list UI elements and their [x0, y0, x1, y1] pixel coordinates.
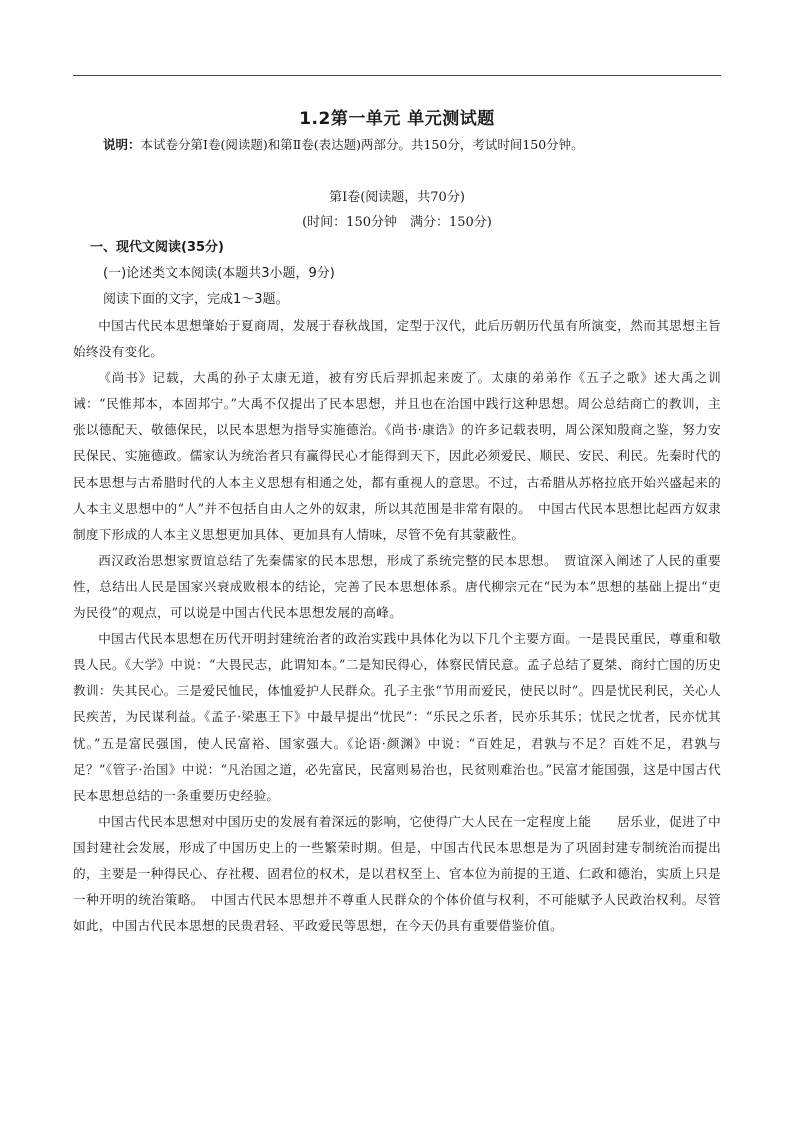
- header-rule: [73, 75, 721, 76]
- paragraph-4: 中国古代民本思想在历代开明封建统治者的政治实践中具体化为以下几个主要方面。一是畏民重民，尊重和敬畏人民。《大学》中说：“大畏民志，此谓知本。”二是知民得心，体察民情民意。孟子总结了夏桀、商纣亡国的历史教训：失其民心。三是爱民恤民，体恤爱护人民群众。孔子主张“节用而爱民，使民以时”。四是忧民利民，关心人民疾苦，为民谋利益。《孟子·梁惠王下》中最早提出“忧民”：“乐民之乐者，民亦乐其乐；忧民之忧者，民亦忧其忧。”五是富民强国，使人民富裕、国家强大。《论语·颜渊》中说：“百姓足，君孰与不足？百姓不足，君孰与足？”《管子·治国》中说：“凡治国之道，必先富民，民富则易治也，民贫则难治也。”民富才能国强，这是中国古代民本思想总结的一条重要历史经验。: [73, 631, 721, 803]
- paragraph-1: 中国古代民本思想肇始于夏商周，发展于春秋战国，定型于汉代，此后历朝历代虽有所演变，然而其思想主旨始终没有变化。: [73, 318, 721, 360]
- volume-heading: 第Ⅰ卷(阅读题，共70分): [329, 190, 465, 205]
- time-score: (时间：150分钟 满分：150分): [302, 215, 492, 230]
- reading-instruction: 阅读下面的文字，完成1～3题。: [103, 292, 289, 307]
- section-title: 一、现代文阅读(35分): [90, 240, 224, 255]
- paragraph-5: 中国古代民本思想对中国历史的发展有着深远的影响，它使得广大人民在一定程度上能 居乐业，促进了中国封建社会发展，形成了中国历史上的一些繁荣时期。但是，中国古代民本思想是为了巩固封建专制统治而提出的，主要是一种得民心、存社稷、固君位的权术，是以君权至上、官本位为前提的王道、仁政和德治，实质上只是一种开明的统治策略。 中国古代民本思想并不尊重人民群众的个体价值与权利，不可能赋予人民政治权利。尽管如此，中国古代民本思想的民贵君轻、平政爱民等思想，在今天仍具有重要借鉴价值。: [73, 813, 721, 934]
- document-page: [73, 104, 721, 939]
- document-title: 1.2第一单元 单元测试题: [299, 109, 495, 129]
- paragraph-2: 《尚书》记载，大禹的孙子太康无道，被有穷氏后羿抓起来废了。太康的弟弟作《五子之歌》述大禹之训诫：“民惟邦本，本固邦宁。”大禹不仅提出了民本思想，并且也在治国中践行这种思想。周公总结商亡的教训，主张以德配天、敬德保民，以民本思想为指导实施德治。《尚书·康诰》的许多记载表明，周公深知殷商之鉴，努力安民保民、实施德政。儒家认为统治者只有赢得民心才能得到天下，因此必须爱民、顺民、安民、利民。先秦时代的民本思想与古希腊时代的人本主义思想有相通之处，都有重视人的意思。不过，古希腊从苏格拉底开始兴盛起来的人本主义思想中的“人”并不包括自由人之外的奴隶，所以其范围是非常有限的。 中国古代民本思想比起西方奴隶制度下形成的人本主义思想更加具体、更加具有人情味，尽管不免有其蒙蔽性。: [73, 370, 721, 542]
- paragraph-3: 西汉政治思想家贾谊总结了先秦儒家的民本思想，形成了系统完整的民本思想。 贾谊深入阐述了人民的重要性，总结出人民是国家兴衰成败根本的结论，完善了民本思想体系。唐代柳宗元在“民为本”思想的基础上提出“吏为民役”的观点，可以说是中国古代民本思想发展的高峰。: [73, 552, 721, 621]
- section-subtitle: (一)论述类文本阅读(本题共3小题，9分): [103, 266, 335, 281]
- note-text: 本试卷分第Ⅰ卷(阅读题)和第Ⅱ卷(表达题)两部分。共150分，考试时间150分钟。: [140, 137, 584, 152]
- exam-instructions: [103, 135, 721, 153]
- note-label: 说明：: [103, 137, 141, 152]
